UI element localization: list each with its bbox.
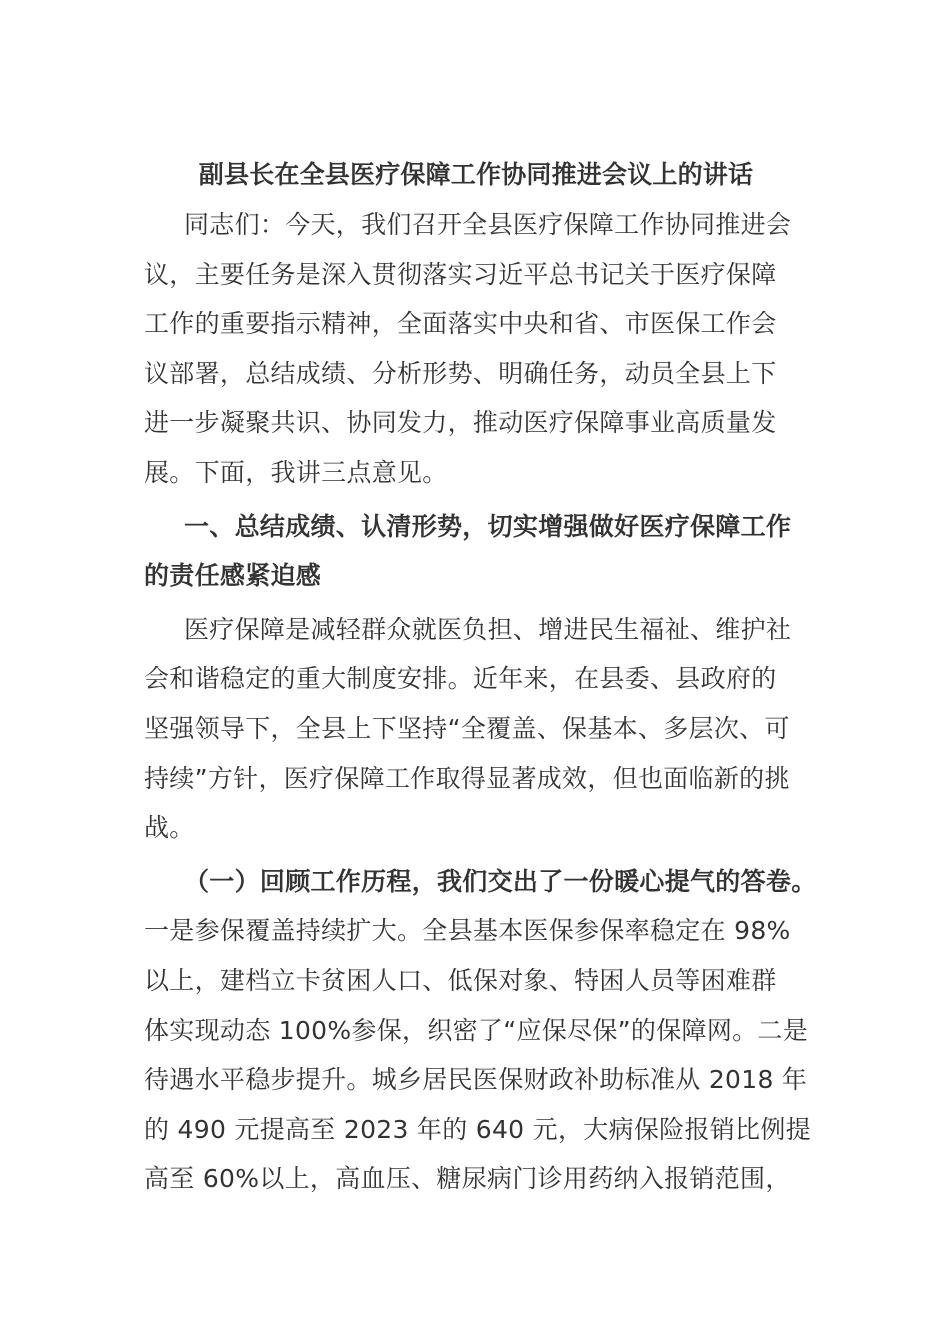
document-title: 副县长在全县医疗保障工作协同推进会议上的讲话	[198, 160, 754, 189]
text-line: 进一步凝聚共识、协同发力，推动医疗保障事业高质量发	[144, 408, 777, 438]
text-line: 同志们：今天，我们召开全县医疗保障工作协同推进会	[184, 210, 792, 239]
text-line: 体实现动态 100%参保，织密了“应保尽保”的保障网。二是	[144, 1015, 809, 1045]
text-line: 议，主要任务是深入贯彻落实习近平总书记关于医疗保障	[144, 259, 777, 289]
text-line: 持续”方针，医疗保障工作取得显著成效，但也面临新的挑	[144, 763, 790, 793]
text-line: 待遇水平稳步提升。城乡居民医保财政补助标准从 2018 年	[144, 1065, 808, 1095]
text-line: 以上，建档立卡贫困人口、低保对象、特困人员等困难群	[144, 965, 777, 995]
text-line: 医疗保障是减轻群众就医负担、增进民生福祉、维护社	[184, 614, 792, 644]
subsection-heading: （一）回顾工作历程，我们交出了一份暖心提气的答卷。	[184, 866, 817, 896]
text-line: 一是参保覆盖持续扩大。全县基本医保参保率稳定在 98%	[144, 916, 791, 946]
text-line: 工作的重要指示精神，全面落实中央和省、市医保工作会	[144, 309, 777, 339]
text-line: 会和谐稳定的重大制度安排。近年来，在县委、县政府的	[144, 664, 777, 694]
text-line: 议部署，总结成绩、分析形势、明确任务，动员全县上下	[144, 358, 777, 388]
paragraph-section-1-intro	[144, 605, 808, 853]
document-page	[144, 150, 817, 1204]
heading-line: 一、总结成绩、认清形势，切实增强做好医疗保障工作	[184, 511, 792, 541]
text-line: 坚强领导下，全县上下坚持“全覆盖、保基本、多层次、可	[144, 713, 790, 743]
paragraph-opening	[144, 200, 808, 498]
heading-line: 的责任感紧迫感	[144, 561, 322, 591]
section-heading-1	[144, 502, 808, 601]
text-line: 的 490 元提高至 2023 年的 640 元，大病保险报销比例提	[144, 1114, 811, 1144]
text-line: 高至 60%以上，高血压、糖尿病门诊用药纳入报销范围，	[144, 1164, 791, 1194]
text-line: 战。	[144, 813, 195, 843]
text-line: 展。下面，我讲三点意见。	[144, 457, 448, 487]
paragraph-subsection-1	[144, 857, 817, 1204]
